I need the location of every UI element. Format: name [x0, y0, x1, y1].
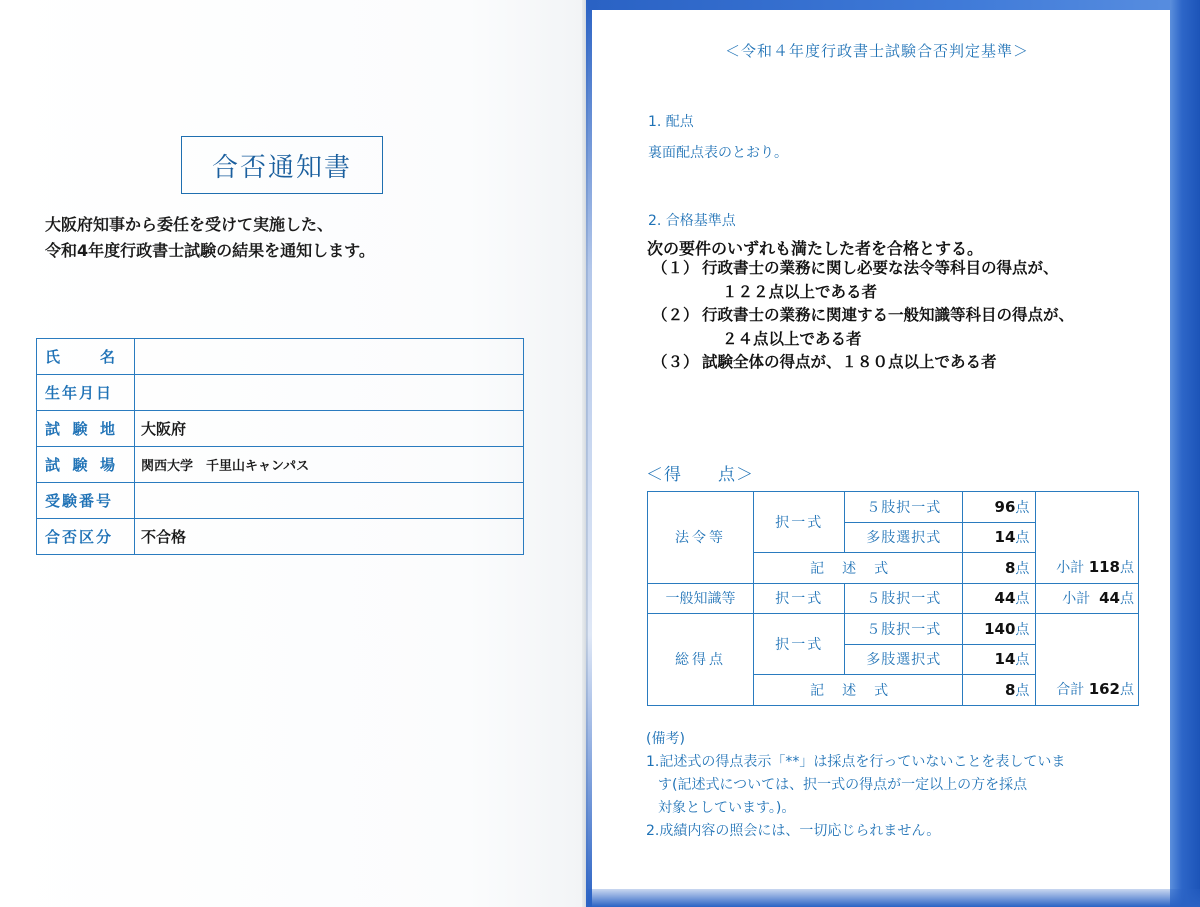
remarks-line-2: す(記述式については、択一式の得点が一定以上の方を採点: [658, 777, 1028, 793]
label-exam-number: 受験番号: [37, 483, 135, 519]
requirement-1-cont: １２２点以上である者: [722, 282, 878, 301]
requirement-3: （３） 試験全体の得点が、１８０点以上である者: [652, 353, 997, 371]
examinee-info-table: [36, 338, 524, 555]
value-exam-number: [135, 483, 524, 519]
value-birthdate: [135, 375, 524, 411]
score-row-law-5choice: [648, 492, 1139, 523]
section1-body: 裏面配点表のとおり。: [648, 145, 788, 161]
method-law-choice: 択一式: [754, 492, 845, 553]
subtotal-general: 小計 44点: [1036, 583, 1139, 614]
category-total: 総得点: [648, 614, 754, 706]
category-law: 法令等: [648, 492, 754, 584]
method-law-essay: 記述式: [754, 553, 963, 584]
label-exam-region: 試 験 地: [37, 411, 135, 447]
intro-line-1: 大阪府知事から委任を受けて実施した、: [45, 215, 334, 234]
requirement-2: （２） 行政書士の業務に関連する一般知識等科目の得点が、: [652, 306, 1075, 324]
label-exam-venue: 試 験 場: [37, 447, 135, 483]
row-name: [37, 339, 524, 375]
sub-total-5choice: ５肢択一式: [845, 614, 963, 645]
cover-edge-top: [588, 0, 1200, 10]
cover-edge-bottom: [588, 889, 1200, 907]
sub-general: ５肢択一式: [845, 583, 963, 614]
score-row-general: [648, 583, 1139, 614]
cover-edge-left: [586, 0, 592, 907]
remarks-heading: (備考): [646, 731, 685, 747]
label-birthdate: 生年月日: [37, 375, 135, 411]
requirements-list: [652, 257, 1074, 375]
remarks-line-1: 1.記述式の得点表示「**」は採点を行っていないことを表していま: [646, 754, 1066, 770]
category-general: 一般知識等: [648, 583, 754, 614]
score-table: [647, 491, 1139, 706]
notice-title: 合否通知書: [181, 136, 383, 194]
score-row-total-5choice: [648, 614, 1139, 645]
value-exam-region: 大阪府: [135, 411, 524, 447]
section1-heading: 1. 配点: [648, 114, 694, 130]
label-name: 氏 名: [37, 339, 135, 375]
points-total-multi: 14点: [963, 644, 1036, 675]
row-birthdate: [37, 375, 524, 411]
row-exam-venue: [37, 447, 524, 483]
section2-heading: 2. 合格基準点: [648, 213, 736, 229]
grand-total: 合計 162点: [1036, 614, 1139, 706]
section2-lead: 次の要件のいずれも満たした者を合格とする。: [647, 239, 984, 258]
value-name: [135, 339, 524, 375]
points-total-5choice: 140点: [963, 614, 1036, 645]
row-exam-region: [37, 411, 524, 447]
points-law-essay: 8点: [963, 553, 1036, 584]
cover-edge-right: [1170, 0, 1200, 907]
left-page: [0, 0, 585, 907]
score-heading: ＜得 点＞: [646, 465, 754, 485]
remarks-line-3: 対象としています。)。: [658, 800, 796, 816]
intro-text: [45, 212, 545, 264]
points-law-5choice: 96点: [963, 492, 1036, 523]
remarks: [646, 728, 1065, 843]
sub-law-multi: 多肢選択式: [845, 522, 963, 553]
requirement-2-cont: ２４点以上である者: [722, 329, 862, 348]
requirement-1: （１） 行政書士の業務に関し必要な法令等科目の得点が、: [652, 259, 1059, 277]
value-exam-venue: 関西大学 千里山キャンパス: [135, 447, 524, 483]
sub-total-multi: 多肢選択式: [845, 644, 963, 675]
row-exam-number: [37, 483, 524, 519]
points-total-essay: 8点: [963, 675, 1036, 706]
method-total-essay: 記述式: [754, 675, 963, 706]
points-general: 44点: [963, 583, 1036, 614]
subtotal-law: 小計 118点: [1036, 492, 1139, 584]
criteria-title: ＜令和４年度行政書士試験合否判定基準＞: [725, 42, 1030, 60]
method-general: 択一式: [754, 583, 845, 614]
label-result: 合否区分: [37, 519, 135, 555]
method-total-choice: 択一式: [754, 614, 845, 675]
intro-line-2: 令和4年度行政書士試験の結果を通知します。: [45, 241, 375, 260]
remarks-line-4: 2.成績内容の照会には、一切応じられません。: [646, 823, 941, 839]
points-law-multi: 14点: [963, 522, 1036, 553]
value-result: 不合格: [135, 519, 524, 555]
row-result: [37, 519, 524, 555]
sub-law-5choice: ５肢択一式: [845, 492, 963, 523]
